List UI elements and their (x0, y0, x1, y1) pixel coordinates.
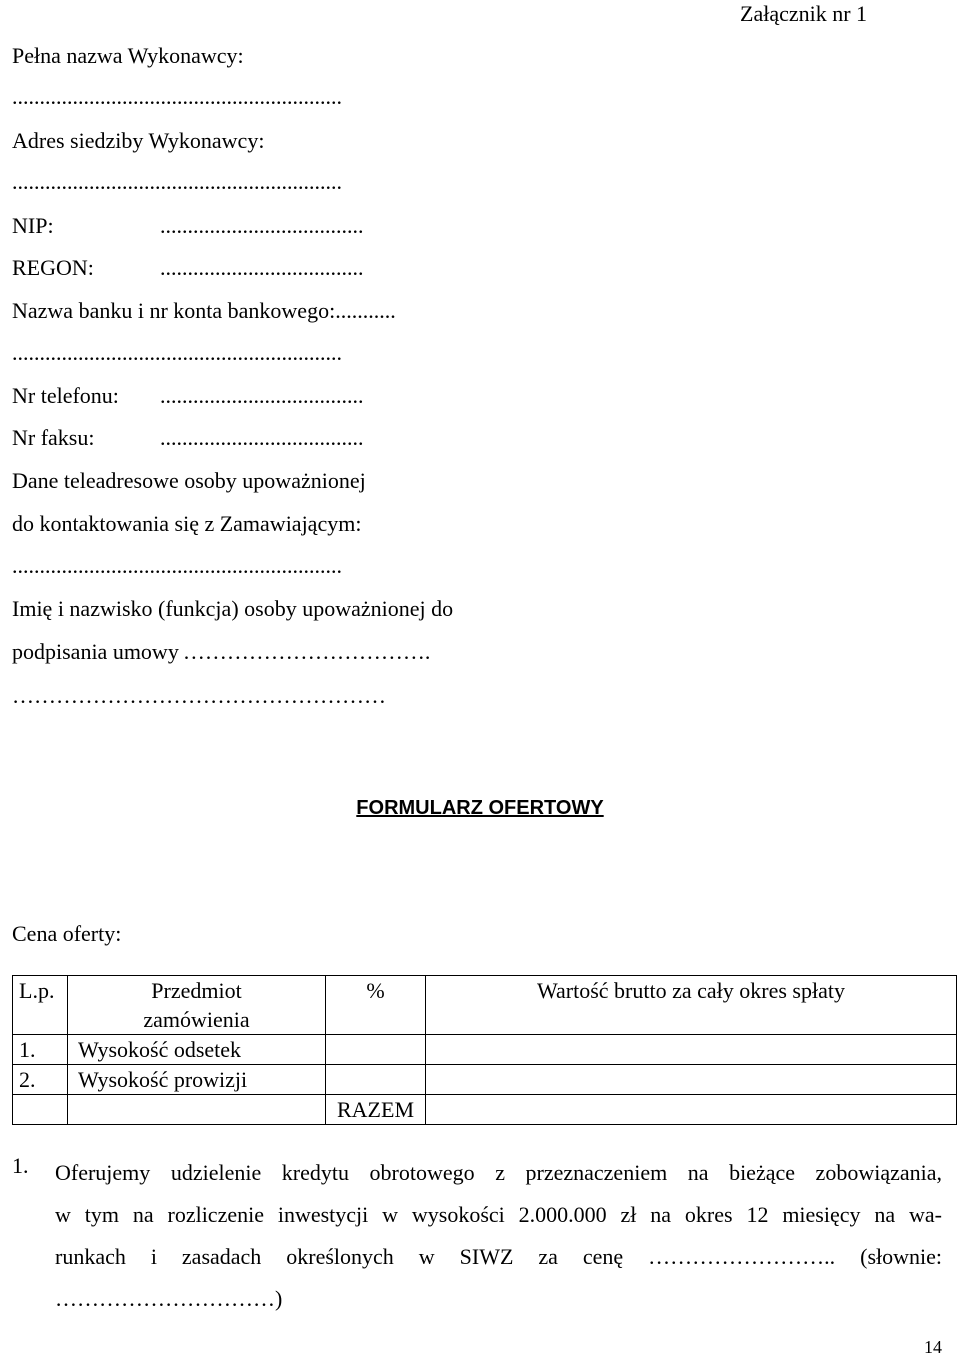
total-empty-cell (13, 1095, 68, 1125)
bank-label (12, 300, 396, 322)
nip-field[interactable]: ..................................... (160, 213, 364, 238)
header-value: Wartość brutto za cały okres spłaty (426, 976, 957, 1035)
table-row (13, 1035, 957, 1065)
row-subject: Wysokość prowizji (68, 1065, 326, 1095)
paragraph-line: …………………………) (55, 1286, 283, 1311)
table-header-row (13, 976, 957, 1035)
offer-paragraph (55, 1152, 942, 1320)
address-field[interactable]: ............................................................ (12, 169, 342, 194)
paragraph-line: Oferujemy udzielenie kredytu obrotowego z przeznaczeniem na bieżące zobowiązania, (55, 1160, 942, 1185)
regon-field[interactable]: ..................................... (160, 255, 364, 280)
attachment-label: Załącznik nr 1 (740, 1, 868, 26)
signer-field[interactable]: ……………………………. (182, 639, 431, 664)
contact-label-line2: do kontaktowania się z Zamawiającym: (12, 511, 362, 536)
full-name-field[interactable]: ............................................................ (12, 84, 342, 109)
bank-field[interactable]: ............................................................ (12, 340, 342, 365)
contact-label-line1: Dane teleadresowe osoby upoważnionej (12, 468, 366, 493)
header-percent: % (326, 976, 426, 1035)
paragraph-line: w tym na rozliczenie inwestycji w wysokości 2.000.000 zł na okres 12 miesięcy na wa- (55, 1202, 942, 1227)
page-number: 14 (924, 1337, 942, 1357)
table-total-row (13, 1095, 957, 1125)
paragraph-line: runkach i zasadach określonych w SIWZ za cenę …………………….. (słownie: (55, 1244, 942, 1269)
contact-field[interactable]: ............................................................ (12, 553, 342, 578)
total-value-cell[interactable] (426, 1095, 957, 1125)
price-label: Cena oferty: (12, 921, 122, 946)
signer-label-text: podpisania umowy (12, 639, 179, 664)
phone-label: Nr telefonu: (12, 383, 119, 408)
total-label: RAZEM (326, 1095, 426, 1125)
paragraph-number: 1. (12, 1153, 29, 1178)
full-name-label: Pełna nazwa Wykonawcy: (12, 43, 244, 68)
phone-field[interactable]: ..................................... (160, 383, 364, 408)
row-lp: 2. (13, 1065, 68, 1095)
row-lp: 1. (13, 1035, 68, 1065)
form-title: FORMULARZ OFERTOWY (356, 797, 604, 819)
signer-field-2[interactable]: …………………………………………… (12, 683, 386, 708)
row-subject: Wysokość odsetek (68, 1035, 326, 1065)
row-percent-cell[interactable] (326, 1065, 426, 1095)
signer-label-line2 (12, 641, 430, 663)
row-percent-cell[interactable] (326, 1035, 426, 1065)
fax-field[interactable]: ..................................... (160, 425, 364, 450)
header-subject: Przedmiot zamówienia (68, 976, 326, 1035)
table-row (13, 1065, 957, 1095)
row-value-cell[interactable] (426, 1065, 957, 1095)
regon-label: REGON: (12, 255, 94, 280)
address-label: Adres siedziby Wykonawcy: (12, 128, 265, 153)
fax-label: Nr faksu: (12, 425, 95, 450)
bank-label-text: Nazwa banku i nr konta bankowego: (12, 298, 336, 323)
header-lp: L.p. (13, 976, 68, 1035)
offer-table (12, 975, 957, 1125)
total-empty-cell (68, 1095, 326, 1125)
signer-label-line1: Imię i nazwisko (funkcja) osoby upoważnionej do (12, 596, 454, 621)
bank-inline-field[interactable]: ........... (335, 298, 396, 323)
row-value-cell[interactable] (426, 1035, 957, 1065)
nip-label: NIP: (12, 213, 54, 238)
